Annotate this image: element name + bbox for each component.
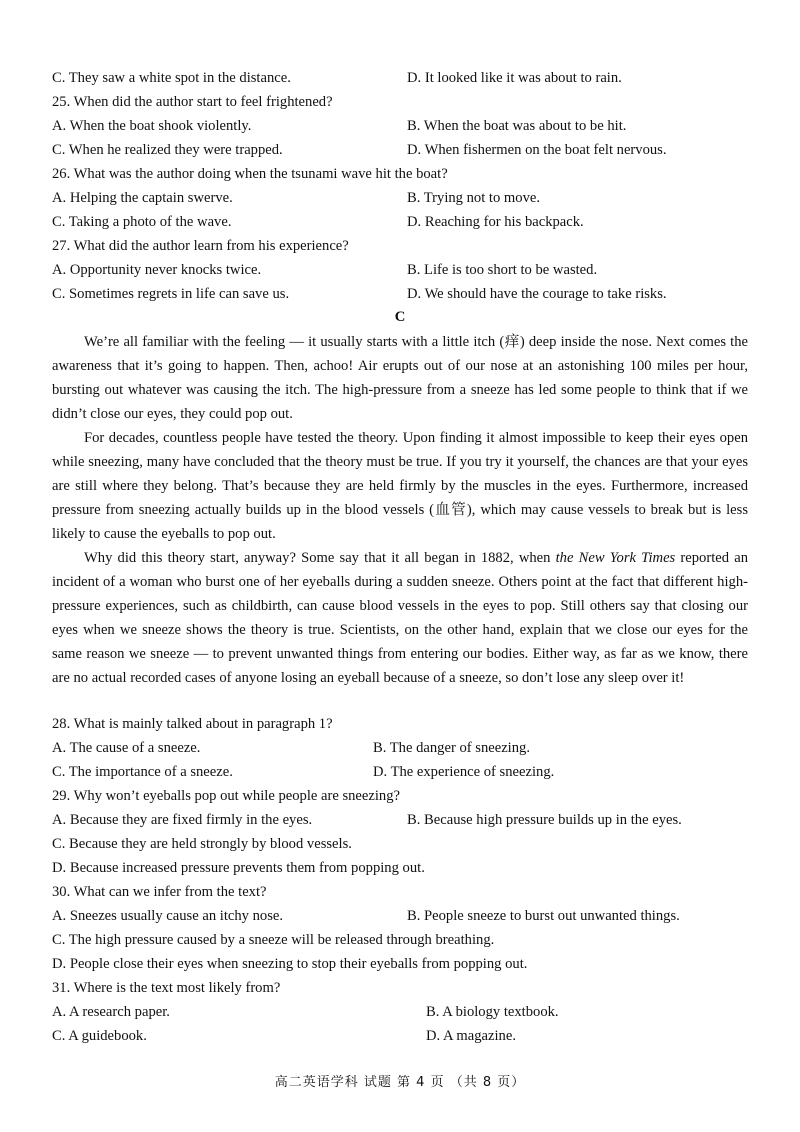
q31-option-d: D. A magazine. xyxy=(426,1028,516,1044)
q30-stem: 30. What can we infer from the text? xyxy=(52,884,267,900)
q25-stem: 25. When did the author start to feel frightened? xyxy=(52,94,333,110)
q28-option-c: C. The importance of a sneeze. xyxy=(52,764,233,780)
q30-option-c: C. The high pressure caused by a sneeze will be released through breathing. xyxy=(52,932,495,948)
q27-stem: 27. What did the author learn from his experience? xyxy=(52,238,349,254)
q25-option-a: A. When the boat shook violently. xyxy=(52,118,252,134)
q27-option-a: A. Opportunity never knocks twice. xyxy=(52,262,262,278)
q29-option-c: C. Because they are held strongly by blood vessels. xyxy=(52,836,352,852)
page-footer: 高二英语学科 试题 第 4 页 （共 8 页） xyxy=(274,1075,526,1090)
q26-option-a: A. Helping the captain swerve. xyxy=(52,190,233,206)
paragraph-3-text-end: reported an incident of a woman who burst one of her eyeballs during a sudden sneeze. Others point at the fact that different high-pressure experiences, such as childbirth, can cause blood vessels in the eyes to pop. Still others say that closing our eyes when we sneeze shows the theory is true. Scientists, on the other hand, explain that we close our eyes for the same reason we sneeze — to prevent unwanted things from entering our bodies. Either way, as far as we know, there are no actual recorded cases of anyone losing an eyeball because of a sneeze, so don’t lose any sleep over it! xyxy=(52,550,748,686)
q25-option-b: B. When the boat was about to be hit. xyxy=(407,118,627,134)
q29-option-d: D. Because increased pressure prevents them from popping out. xyxy=(52,860,425,876)
newspaper-title: the New York Times xyxy=(555,550,676,566)
q26-option-d: D. Reaching for his backpack. xyxy=(407,214,584,230)
q29-option-a: A. Because they are fixed firmly in the eyes. xyxy=(52,812,313,828)
q31-option-b: B. A biology textbook. xyxy=(426,1004,559,1020)
section-heading-c: C xyxy=(394,309,406,325)
q28-option-d: D. The experience of sneezing. xyxy=(373,764,555,780)
q24-option-c: C. They saw a white spot in the distance. xyxy=(52,70,291,86)
passage-paragraph-3 xyxy=(52,546,748,690)
q25-option-d: D. When fishermen on the boat felt nervous. xyxy=(407,142,667,158)
q26-option-c: C. Taking a photo of the wave. xyxy=(52,214,232,230)
q31-option-c: C. A guidebook. xyxy=(52,1028,147,1044)
q31-option-a: A. A research paper. xyxy=(52,1004,170,1020)
q26-stem: 26. What was the author doing when the tsunami wave hit the boat? xyxy=(52,166,448,182)
q28-option-a: A. The cause of a sneeze. xyxy=(52,740,201,756)
passage-paragraph-1: We’re all familiar with the feeling — it usually starts with a little itch (痒) deep inside the nose. Next comes the awareness that it’s going to happen. Then, achoo! Air erupts out of our nose at an astonishing 100 miles per hour, bursting out whatever was causing the itch. The high-pressure from a sneeze has led some people to think that if we didn’t close our eyes, they could pop out. xyxy=(52,334,748,422)
q24-option-d: D. It looked like it was about to rain. xyxy=(407,70,622,86)
q28-stem: 28. What is mainly talked about in paragraph 1? xyxy=(52,716,333,732)
passage-paragraph-2: For decades, countless people have tested the theory. Upon finding it almost impossible to keep their eyes open while sneezing, many have concluded that the theory must be true. If you try it yourself, the chances are that your eyes are still where they belong. That’s because they are held firmly by the muscles in the eyes. Furthermore, increased pressure from sneezing actually builds up in the blood vessels (血管), which may cause vessels to break but is less likely to cause the eyeballs to pop out. xyxy=(52,430,748,542)
q28-option-b: B. The danger of sneezing. xyxy=(373,740,530,756)
q26-option-b: B. Trying not to move. xyxy=(407,190,540,206)
paragraph-3-text-start: Why did this theory start, anyway? Some say that it all began in 1882, when xyxy=(84,550,556,566)
q31-stem: 31. Where is the text most likely from? xyxy=(52,980,281,996)
q29-stem: 29. Why won’t eyeballs pop out while people are sneezing? xyxy=(52,788,400,804)
q29-option-b: B. Because high pressure builds up in the eyes. xyxy=(407,812,682,828)
q27-option-d: D. We should have the courage to take risks. xyxy=(407,286,667,302)
q30-option-d: D. People close their eyes when sneezing to stop their eyeballs from popping out. xyxy=(52,956,528,972)
q27-option-b: B. Life is too short to be wasted. xyxy=(407,262,598,278)
q25-option-c: C. When he realized they were trapped. xyxy=(52,142,283,158)
q27-option-c: C. Sometimes regrets in life can save us. xyxy=(52,286,290,302)
q30-option-b: B. People sneeze to burst out unwanted things. xyxy=(407,908,680,924)
q30-option-a: A. Sneezes usually cause an itchy nose. xyxy=(52,908,283,924)
